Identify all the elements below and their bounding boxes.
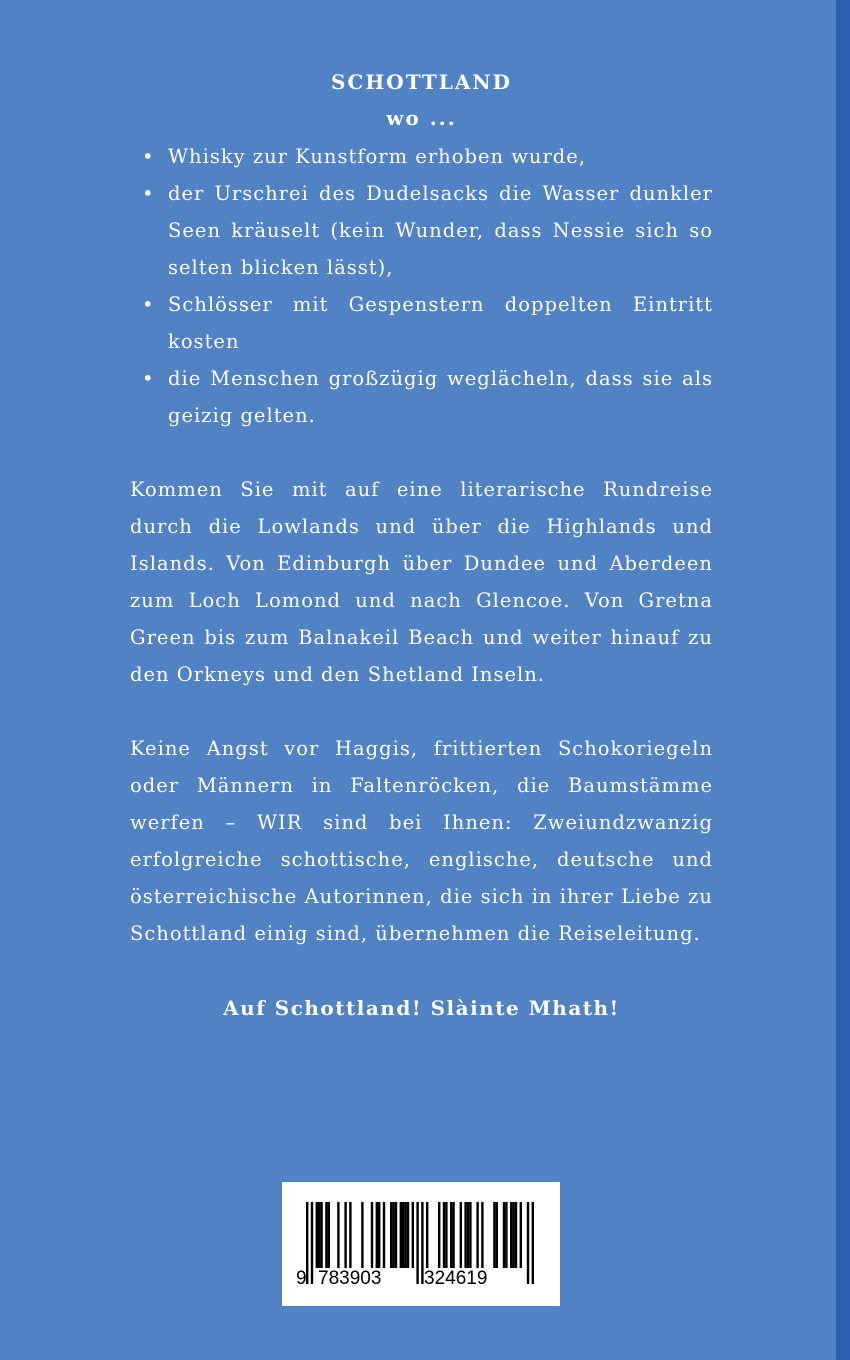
bullet-item xyxy=(130,138,713,175)
barcode-bar xyxy=(316,1202,318,1268)
bullet-item xyxy=(130,360,713,434)
barcode-bar xyxy=(460,1202,462,1268)
barcode-bar xyxy=(349,1202,351,1268)
barcode-bar xyxy=(450,1202,452,1268)
isbn-barcode xyxy=(282,1182,560,1306)
barcode-bar xyxy=(325,1202,327,1268)
barcode-bar xyxy=(328,1202,330,1268)
barcode-bar xyxy=(481,1202,483,1268)
barcode-guard-bar xyxy=(532,1202,534,1284)
barcode-bar xyxy=(496,1202,498,1268)
barcode-bar xyxy=(407,1202,409,1268)
bullet-text: die Menschen großzügig weglächeln, dass sie als geizig gelten. xyxy=(168,367,713,427)
bullet-text: Schlösser mit Gespenstern doppelten Eintritt kosten xyxy=(168,293,713,353)
barcode-bar xyxy=(392,1202,394,1268)
bullet-dot-icon: • xyxy=(142,367,155,390)
barcode-bar xyxy=(378,1202,380,1268)
barcode-bar xyxy=(412,1202,414,1268)
barcode-bar xyxy=(400,1202,402,1268)
barcode-guard-bar xyxy=(311,1202,313,1284)
barcode-bar xyxy=(320,1202,322,1268)
barcode-bar xyxy=(464,1202,466,1268)
cover-subheading: wo ... xyxy=(386,106,457,130)
barcode-guard-bar xyxy=(416,1202,418,1284)
back-cover-text xyxy=(130,64,713,1026)
barcode-bar xyxy=(510,1202,512,1268)
barcode-bar xyxy=(426,1202,428,1268)
bullet-item xyxy=(130,175,713,286)
barcode-digits-right: 324619 xyxy=(424,1268,488,1289)
barcode-guard-bar xyxy=(527,1202,529,1284)
barcode-bar xyxy=(515,1202,517,1268)
barcode-bar xyxy=(318,1202,320,1268)
barcode-bar xyxy=(503,1202,505,1268)
barcode-bar xyxy=(376,1202,378,1268)
barcode-bar xyxy=(443,1202,445,1268)
paragraph-authors: Keine Angst vor Haggis, frittierten Schokoriegeln oder Männern in Faltenröcken, die Baumstämme werfen – WIR sind bei Ihnen: Zweiundzwanzig erfolgreiche schottische, englische, deutsche und österreichische Autorinnen, die sich in ihrer Liebe zu Schottland einig sind, übernehmen die Reiseleitung. xyxy=(130,737,713,945)
closing-toast: Auf Schottland! Slàinte Mhath! xyxy=(223,996,620,1020)
barcode-bar xyxy=(438,1202,440,1268)
barcode-bar xyxy=(361,1202,363,1268)
bullet-dot-icon: • xyxy=(142,293,155,316)
bullet-dot-icon: • xyxy=(142,182,155,205)
barcode-bar xyxy=(337,1202,339,1268)
cover-heading: SCHOTTLAND xyxy=(331,70,512,94)
barcode-bar xyxy=(383,1202,385,1268)
bullet-item xyxy=(130,286,713,360)
bullet-text: der Urschrei des Dudelsacks die Wasser dunkler Seen kräuselt (kein Wunder, dass Nessie sich so selten blicken lässt), xyxy=(168,182,713,279)
bullet-text: Whisky zur Kunstform erhoben wurde, xyxy=(168,145,587,168)
barcode-bar xyxy=(520,1202,522,1268)
barcode-bar xyxy=(512,1202,514,1268)
barcode-bar xyxy=(505,1202,507,1268)
barcode-bar xyxy=(390,1202,392,1268)
barcode-bar xyxy=(395,1202,397,1268)
barcode-digit-first: 9 xyxy=(296,1268,307,1289)
barcode-bar xyxy=(402,1202,404,1268)
barcode-bar xyxy=(467,1202,469,1268)
bullet-list xyxy=(130,138,713,434)
barcode-bar xyxy=(452,1202,454,1268)
barcode-bar xyxy=(493,1202,495,1268)
barcode-bar xyxy=(469,1202,471,1268)
paragraph-journey: Kommen Sie mit auf eine literarische Rundreise durch die Lowlands und über die Highlands und Islands. Von Edinburgh über Dundee und Aberdeen zum Loch Lomond und nach Glencoe. Von Gretna Green bis zum Balnakeil Beach und weiter hinauf zu den Orkneys und den Shetland Inseln. xyxy=(130,478,713,686)
barcode-bar xyxy=(476,1202,478,1268)
bullet-dot-icon: • xyxy=(142,145,155,168)
barcode-bar xyxy=(371,1202,373,1268)
barcode-digits-left: 783903 xyxy=(318,1268,382,1289)
barcode-bar xyxy=(404,1202,406,1268)
book-spine-edge xyxy=(836,0,850,1360)
barcode-bar xyxy=(344,1202,346,1268)
barcode-bar xyxy=(445,1202,447,1268)
